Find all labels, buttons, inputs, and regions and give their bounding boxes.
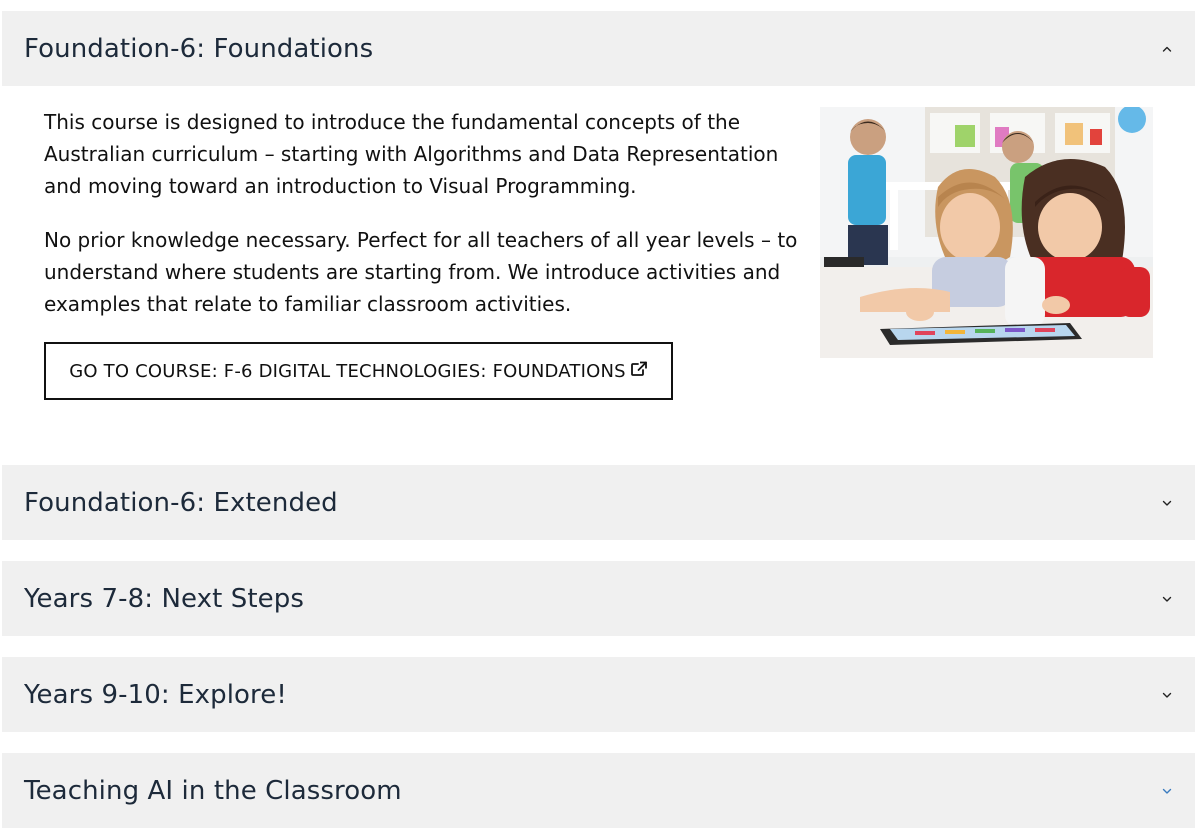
chevron-up-icon[interactable] bbox=[1161, 43, 1173, 55]
accordion-panel-foundations bbox=[2, 86, 1195, 456]
chevron-down-icon[interactable] bbox=[1161, 497, 1173, 509]
accordion-title-next-steps: Years 7-8: Next Steps bbox=[24, 583, 305, 614]
accordion-title-foundations: Foundation-6: Foundations bbox=[24, 33, 374, 64]
accordion-title-teaching-ai: Teaching AI in the Classroom bbox=[24, 775, 402, 806]
external-link-icon bbox=[630, 361, 648, 381]
course-audience-note: No prior knowledge necessary. Perfect for all teachers of all year levels – to understand where students are starting from. We introduce activities and examples that relate to familiar classroom activities. bbox=[44, 228, 798, 316]
chevron-down-icon[interactable] bbox=[1161, 785, 1173, 797]
accordion-header-explore[interactable] bbox=[2, 657, 1195, 732]
accordion-title-extended: Foundation-6: Extended bbox=[24, 487, 338, 518]
go-to-course-button[interactable] bbox=[44, 342, 673, 400]
accordion-header-next-steps[interactable] bbox=[2, 561, 1195, 636]
accordion-header-teaching-ai[interactable] bbox=[2, 753, 1195, 828]
accordion-title-explore: Years 9-10: Explore! bbox=[24, 679, 287, 710]
classroom-photo bbox=[820, 107, 1153, 358]
chevron-down-icon[interactable] bbox=[1161, 593, 1173, 605]
accordion-header-extended[interactable] bbox=[2, 465, 1195, 540]
accordion-header-foundations[interactable] bbox=[2, 11, 1195, 86]
go-to-course-label: GO TO COURSE: F-6 DIGITAL TECHNOLOGIES: FOUNDATIONS bbox=[69, 360, 626, 382]
course-description: This course is designed to introduce the fundamental concepts of the Australian curriculum – starting with Algorithms and Data Representation and moving toward an introduction to Visual Programming. bbox=[44, 110, 779, 198]
chevron-down-icon[interactable] bbox=[1161, 689, 1173, 701]
